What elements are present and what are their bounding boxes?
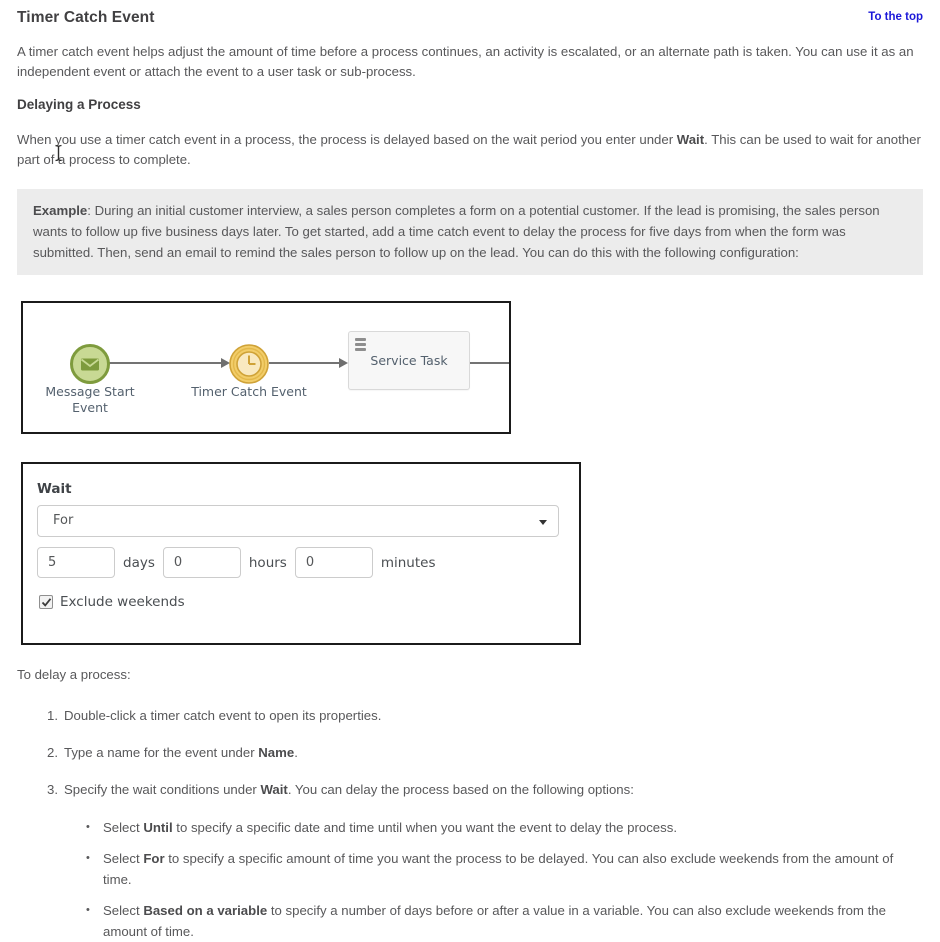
step-text: [64, 706, 923, 725]
step-text: [64, 780, 923, 799]
flow-line-1: [109, 362, 225, 364]
bullet-text-post: to specify a specific date and time until when you want the event to delay the process.: [172, 820, 677, 835]
bullet-text-bold: Based on a variable: [143, 903, 268, 918]
bullet-text-pre: Select: [103, 851, 144, 866]
exclude-weekends-row: [39, 594, 185, 610]
when-paragraph-pre: When you use a timer catch event in a process, the process is delayed based on the wait period you enter under: [17, 132, 677, 147]
step-text-post: .: [294, 745, 298, 760]
message-start-label-line1: Message Start: [45, 384, 135, 399]
step-item-2: [17, 743, 923, 762]
text-cursor: [53, 144, 64, 167]
step-number: 1.: [47, 708, 58, 723]
bullet-text: [103, 900, 923, 942]
minutes-label: minutes: [380, 554, 436, 571]
bullet-item-until: [17, 817, 923, 838]
days-label: days: [123, 554, 155, 571]
message-start-event-label: [34, 384, 146, 416]
when-paragraph: [17, 130, 923, 169]
steps-intro: To delay a process:: [17, 667, 131, 682]
bullet-text: [103, 817, 923, 838]
timer-catch-event-label: Timer Catch Event: [191, 384, 307, 399]
service-task-label: Service Task: [370, 353, 448, 368]
bullet-icon: •: [86, 852, 90, 864]
example-text: : During an initial customer interview, a sales person completes a form on a potential customer. If the lead is promising, the sales person wants to follow up five business days later. To get started, add a time catch event to delay the process for five days from when the form was submitted. Then, send an email to remind the sales person to follow up on the lead. You can do this with the following configuration:: [33, 203, 880, 260]
wait-type-dropdown[interactable]: [37, 505, 559, 537]
when-paragraph-bold: Wait: [676, 132, 705, 147]
header-row: [17, 9, 923, 27]
flow-line-2: [269, 362, 340, 364]
message-start-event-node[interactable]: [69, 343, 111, 389]
duration-row: [37, 547, 444, 578]
flow-arrowhead-2: [339, 358, 348, 368]
bullet-text-bold: Until: [143, 820, 173, 835]
bullet-text: [103, 848, 923, 890]
bullet-item-based-on-variable: [17, 900, 923, 942]
example-callout: [17, 189, 923, 275]
bullet-text-bold: For: [143, 851, 165, 866]
step-text-pre: Double-click a timer catch event to open its properties.: [64, 708, 382, 723]
days-input[interactable]: [37, 547, 115, 578]
step-item-1: [17, 706, 923, 725]
flow-line-3: [470, 362, 509, 364]
timer-catch-event-node[interactable]: [228, 343, 270, 389]
wait-config-panel: [21, 462, 581, 645]
step-text-bold: Wait: [260, 782, 288, 797]
bullet-icon: •: [86, 821, 90, 833]
step-text-bold: Name: [258, 745, 295, 760]
chevron-down-icon: [539, 520, 547, 525]
steps-list: [17, 706, 923, 942]
step-text-pre: Specify the wait conditions under: [64, 782, 261, 797]
step-item-3: [17, 780, 923, 799]
page-title: Timer Catch Event: [17, 9, 155, 26]
service-task-node[interactable]: [348, 331, 470, 390]
process-diagram: [21, 301, 511, 434]
step-number: 2.: [47, 745, 58, 760]
intro-paragraph: A timer catch event helps adjust the amount of time before a process continues, an activity is escalated, or an alternate path is taken. You can use it as an independent event or attach the event to a user task or sub-process.: [17, 44, 914, 79]
message-start-label-line2: Event: [72, 400, 108, 415]
exclude-weekends-label: Exclude weekends: [60, 594, 185, 610]
bullet-text-pre: Select: [103, 903, 144, 918]
example-label: Example: [33, 203, 88, 218]
checkmark-icon: [41, 593, 52, 612]
wait-heading: Wait: [37, 481, 72, 497]
hours-label: hours: [248, 554, 287, 571]
exclude-weekends-checkbox[interactable]: [39, 595, 53, 609]
bullet-text-pre: Select: [103, 820, 144, 835]
section-heading: Delaying a Process: [17, 97, 141, 112]
documentation-page: [0, 9, 940, 939]
bullet-item-for: [17, 848, 923, 890]
bullet-text-post: to specify a specific amount of time you want the process to be delayed. You can also exclude weekends from the amount of time.: [103, 851, 894, 887]
list-bars-icon: [355, 338, 366, 353]
step-text-post: . You can delay the process based on the following options:: [287, 782, 634, 797]
page-content: [0, 9, 940, 942]
to-the-top-link[interactable]: To the top: [868, 11, 923, 23]
wait-type-dropdown-value: For: [53, 513, 74, 528]
when-paragraph-post: . This can be used to wait for another part of a process to complete.: [17, 132, 921, 167]
step-text-pre: Type a name for the event under: [64, 745, 259, 760]
hours-input[interactable]: [163, 547, 241, 578]
step-text: [64, 743, 923, 762]
minutes-input[interactable]: [295, 547, 373, 578]
step-number: 3.: [47, 782, 58, 797]
bullet-icon: •: [86, 904, 90, 916]
bullet-text-post: to specify a number of days before or after a value in a variable. You can also exclude weekends from the amount of time.: [103, 903, 886, 939]
